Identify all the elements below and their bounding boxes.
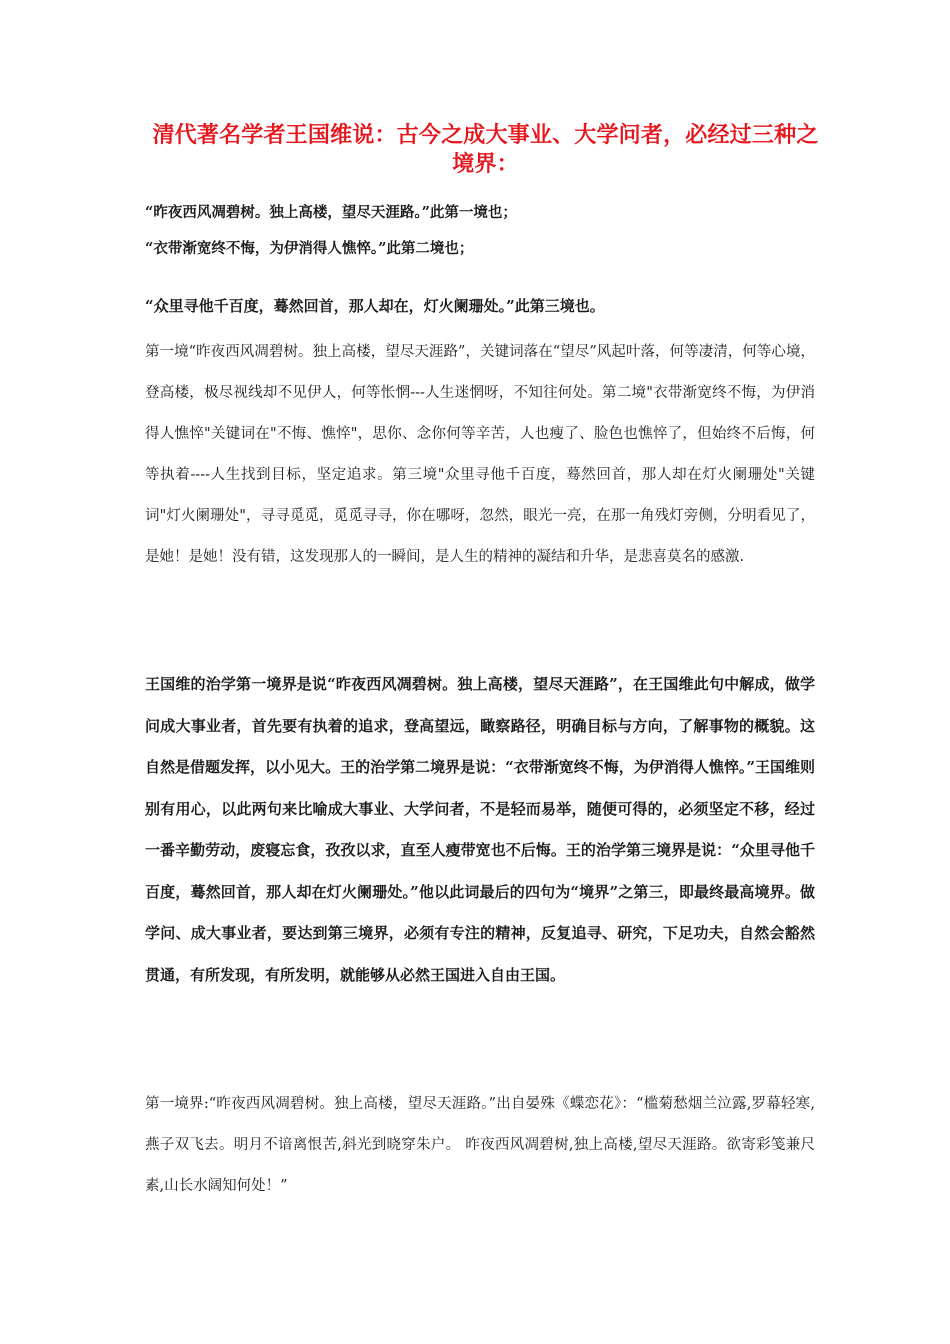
realm-explanation-paragraph: 第一境“昨夜西风凋碧树。独上高楼，望尽天涯路”，关键词落在“望尽”风起叶落，何等凄清，何等心境，登高楼，极尽视线却不见伊人，何等怅惘---人生迷惘呀，不知往何处。第二境"衣带渐宽终不悔，为伊消得人憔悴"关键词在"不悔、憔悴"，思你、念你何等辛苦，人也瘦了、脸色也憔悴了，但始终不后悔，何等执着----人生找到目标，坚定追求。第三境"众里寻他千百度，蓦然回首，那人却在灯火阑珊处"关键词"灯火阑珊处"，寻寻觅觅，觅觅寻寻，你在哪呀，忽然，眼光一亮，在那一角残灯旁侧，分明看见了，是她！是她！没有错，这发现那人的一瞬间，是人生的精神的凝结和升华，是悲喜莫名的感激.	[145, 344, 815, 565]
document-title: 清代著名学者王国维说：古今之成大事业、大学问者，必经过三种之境界：	[152, 122, 819, 177]
quote-second-realm: “衣带渐宽终不悔，为伊消得人憔悴。”此第二境也；	[145, 240, 474, 257]
quote-third-realm: “众里寻他千百度，蓦然回首，那人却在，灯火阑珊处。”此第三境也。	[145, 297, 605, 315]
quote-first-realm: “昨夜西风凋碧树。独上高楼，望尽天涯路。”此第一境也；	[145, 204, 517, 221]
scholarship-realms-paragraph: 王国维的治学第一境界是说“昨夜西风凋碧树。独上高楼，望尽天涯路”，在王国维此句中解成，做学问成大事业者，首先要有执着的追求，登高望远，瞰察路径，明确目标与方向，了解事物的概貌。这自然是借题发挥，以小见大。王的治学第二境界是说：“衣带渐宽终不悔，为伊消得人憔悴。”王国维则别有用心，以此两句来比喻成大事业、大学问者，不是轻而易举，随便可得的，必须坚定不移，经过一番辛勤劳动，废寝忘食，孜孜以求，直至人瘦带宽也不后悔。王的治学第三境界是说：“众里寻他千百度，蓦然回首，那人却在灯火阑珊处。”他以此词最后的四句为“境界”之第三，即最终最高境界。做学问、成大事业者，要达到第三境界，必须有专注的精神，反复追寻、研究，下足功夫，自然会豁然贯通，有所发现，有所发明，就能够从必然王国进入自由王国。	[145, 675, 815, 984]
poem-source-paragraph: 第一境界:“昨夜西风凋碧树。独上高楼，望尽天涯路。”出自晏殊《蝶恋花》：“槛菊愁烟兰泣露,罗幕轻寒,燕子双飞去。明月不谙离恨苦,斜光到晓穿朱户。 昨夜西风凋碧树,独上高楼,望尽天涯路。欲寄彩笺兼尺素,山长水阔知何处！”	[145, 1096, 815, 1194]
